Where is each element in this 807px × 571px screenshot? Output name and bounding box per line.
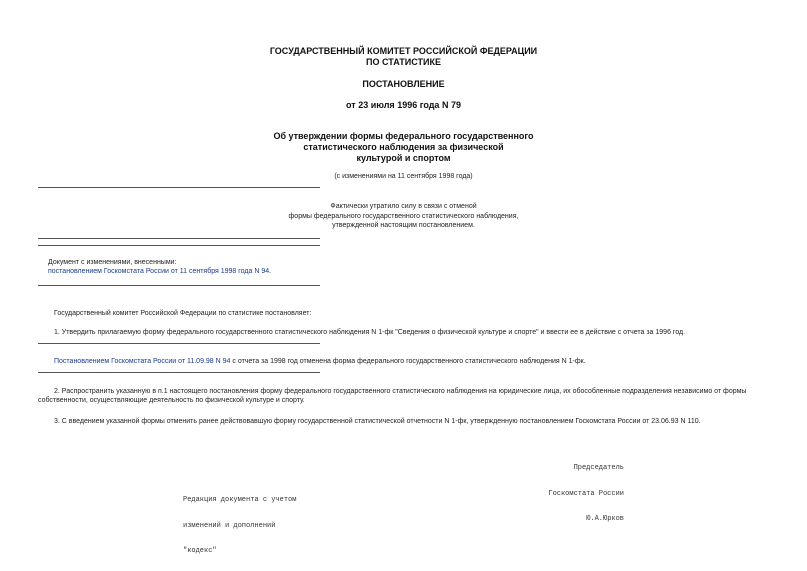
resolution-intro: Государственный комитет Российской Федерации по статистике постановляет: [54,310,312,317]
divider [38,245,320,246]
issuer-name [0,46,807,68]
lost-force-note [0,202,807,231]
editorial-line-1: Редакция документа с учетом [183,496,297,504]
divider [38,285,320,286]
lost-force-line-3: утвержденной настоящим постановлением. [332,222,475,229]
paragraph-1-note [54,357,794,367]
paragraph-2-line-2: собственности, осуществляющие деятельность по физической культуре и спорту. [38,397,305,404]
divider [38,372,320,373]
editorial-line-3: "кодекс" [183,547,217,555]
document-date-number: от 23 июля 1996 года N 79 [346,100,461,110]
cancellation-text: с отчета за 1998 год отменена форма федерального государственного статистического наблюдения N 1-фк. [230,358,586,365]
title-line-1: Об утверждении формы федерального государственного [273,131,534,141]
cancellation-link[interactable]: Постановлением Госкомстата России от 11.09.98 N 94 [54,358,231,365]
lost-force-line-2: формы федерального государственного статистического наблюдения, [288,212,519,220]
changes-label: Документ с изменениями, внесенными: [48,259,177,266]
divider [38,238,320,239]
signature-position: Председатель [573,464,624,472]
title-line-2: статистического наблюдения за физической [303,142,504,152]
paragraph-1: 1. Утвердить прилагаемую форму федерального государственного статистического наблюдения N 1-фк "Сведения о физической культуре и спорте" и ввести ее в действие с отчета за 1996 год. [54,329,686,336]
document-title [0,131,807,164]
issuer-line-1: ГОСУДАРСТВЕННЫЙ КОМИТЕТ РОССИЙСКОЙ ФЕДЕРАЦИИ [269,46,538,56]
paragraph-2-line-1: 2. Распространить указанную в п.1 настоящего постановления форму федерального государственного статистического наблюдения на юридические лица, их обособленные подразделения независимо от формы [54,388,747,395]
signature-name: Ю.А.Юрков [586,515,624,523]
editorial-line-2: изменений и дополнений [183,521,276,530]
document-type: ПОСТАНОВЛЕНИЕ [362,79,445,89]
paragraph-3: 3. С введением указанной формы отменить ранее действовавшую форму государственной статистической отчетности N 1-фк, утвержденную постановлением Госкомстата России от 23.06.93 N 110. [54,418,701,425]
divider [38,187,320,188]
issuer-line-2: ПО СТАТИСТИКЕ [366,57,441,67]
amendments-note: (с изменениями на 11 сентября 1998 года) [334,173,473,180]
signature-organization: Госкомстата России [548,489,624,498]
amendment-link[interactable]: постановлением Госкомстата России от 11 сентября 1998 года N 94 [48,268,270,275]
lost-force-line-1: Фактически утратило силу в связи с отменой [330,203,477,210]
amendment-link-suffix: . [269,268,272,275]
divider [38,343,320,344]
signature-block [500,447,624,532]
editorial-note [183,479,296,564]
changes-reference [48,267,271,277]
title-line-3: культурой и спортом [356,153,451,163]
